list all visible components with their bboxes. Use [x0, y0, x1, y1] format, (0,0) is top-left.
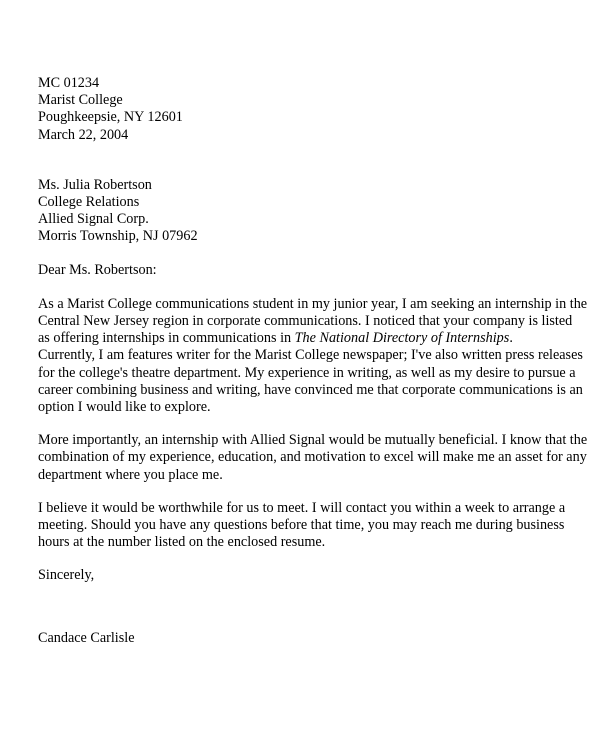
sender-address [38, 75, 586, 144]
recipient-address [38, 177, 586, 246]
recipient-department: College Relations [38, 194, 140, 211]
salutation: Dear Ms. Robertson: [38, 261, 157, 278]
sender-city: Poughkeepsie, NY 12601 [38, 109, 183, 126]
body-paragraph-2 [38, 432, 586, 484]
paragraph-line: career combining business and writing, have convinced me that corporate communications is an [38, 381, 583, 398]
paragraph-line: Central New Jersey region in corporate communications. I noticed that your company is listed [38, 313, 573, 330]
complimentary-close: Sincerely, [38, 567, 95, 584]
cover-letter [38, 75, 586, 647]
recipient-name: Ms. Julia Robertson [38, 176, 152, 193]
paragraph-line: More importantly, an internship with Allied Signal would be mutually beneficial. I know that the [38, 432, 588, 449]
sender-mailbox: MC 01234 [38, 75, 100, 91]
paragraph-line: combination of my experience, education, and motivation to excel will make me an asset for any [38, 449, 587, 466]
body-paragraph-1 [38, 296, 586, 416]
paragraph-line: I believe it would be worthwhile for us to meet. I will contact you within a week to arrange a [38, 499, 566, 516]
letter-date: March 22, 2004 [38, 126, 129, 143]
paragraph-text: . [509, 330, 513, 347]
paragraph-line: option I would like to explore. [38, 399, 211, 416]
paragraph-line: department where you place me. [38, 466, 223, 483]
body-paragraph-3 [38, 500, 586, 552]
paragraph-line: Currently, I am features writer for the Marist College newspaper; I've also written press releases [38, 347, 583, 364]
paragraph-line: for the college's theatre department. My experience in writing, as well as my desire to pursue a [38, 364, 576, 381]
recipient-city: Morris Township, NJ 07962 [38, 228, 198, 245]
sender-college: Marist College [38, 92, 123, 109]
paragraph-line: hours at the number listed on the enclosed resume. [38, 534, 326, 551]
paragraph-line: As a Marist College communications student in my junior year, I am seeking an internship in the [38, 295, 588, 312]
paragraph-line [38, 330, 586, 347]
paragraph-line: meeting. Should you have any questions before that time, you may reach me during business [38, 517, 565, 534]
directory-title: The National Directory of Internships [294, 330, 510, 347]
recipient-company: Allied Signal Corp. [38, 211, 149, 228]
paragraph-text: as offering internships in communications in [38, 330, 295, 347]
signature-name: Candace Carlisle [38, 629, 135, 646]
